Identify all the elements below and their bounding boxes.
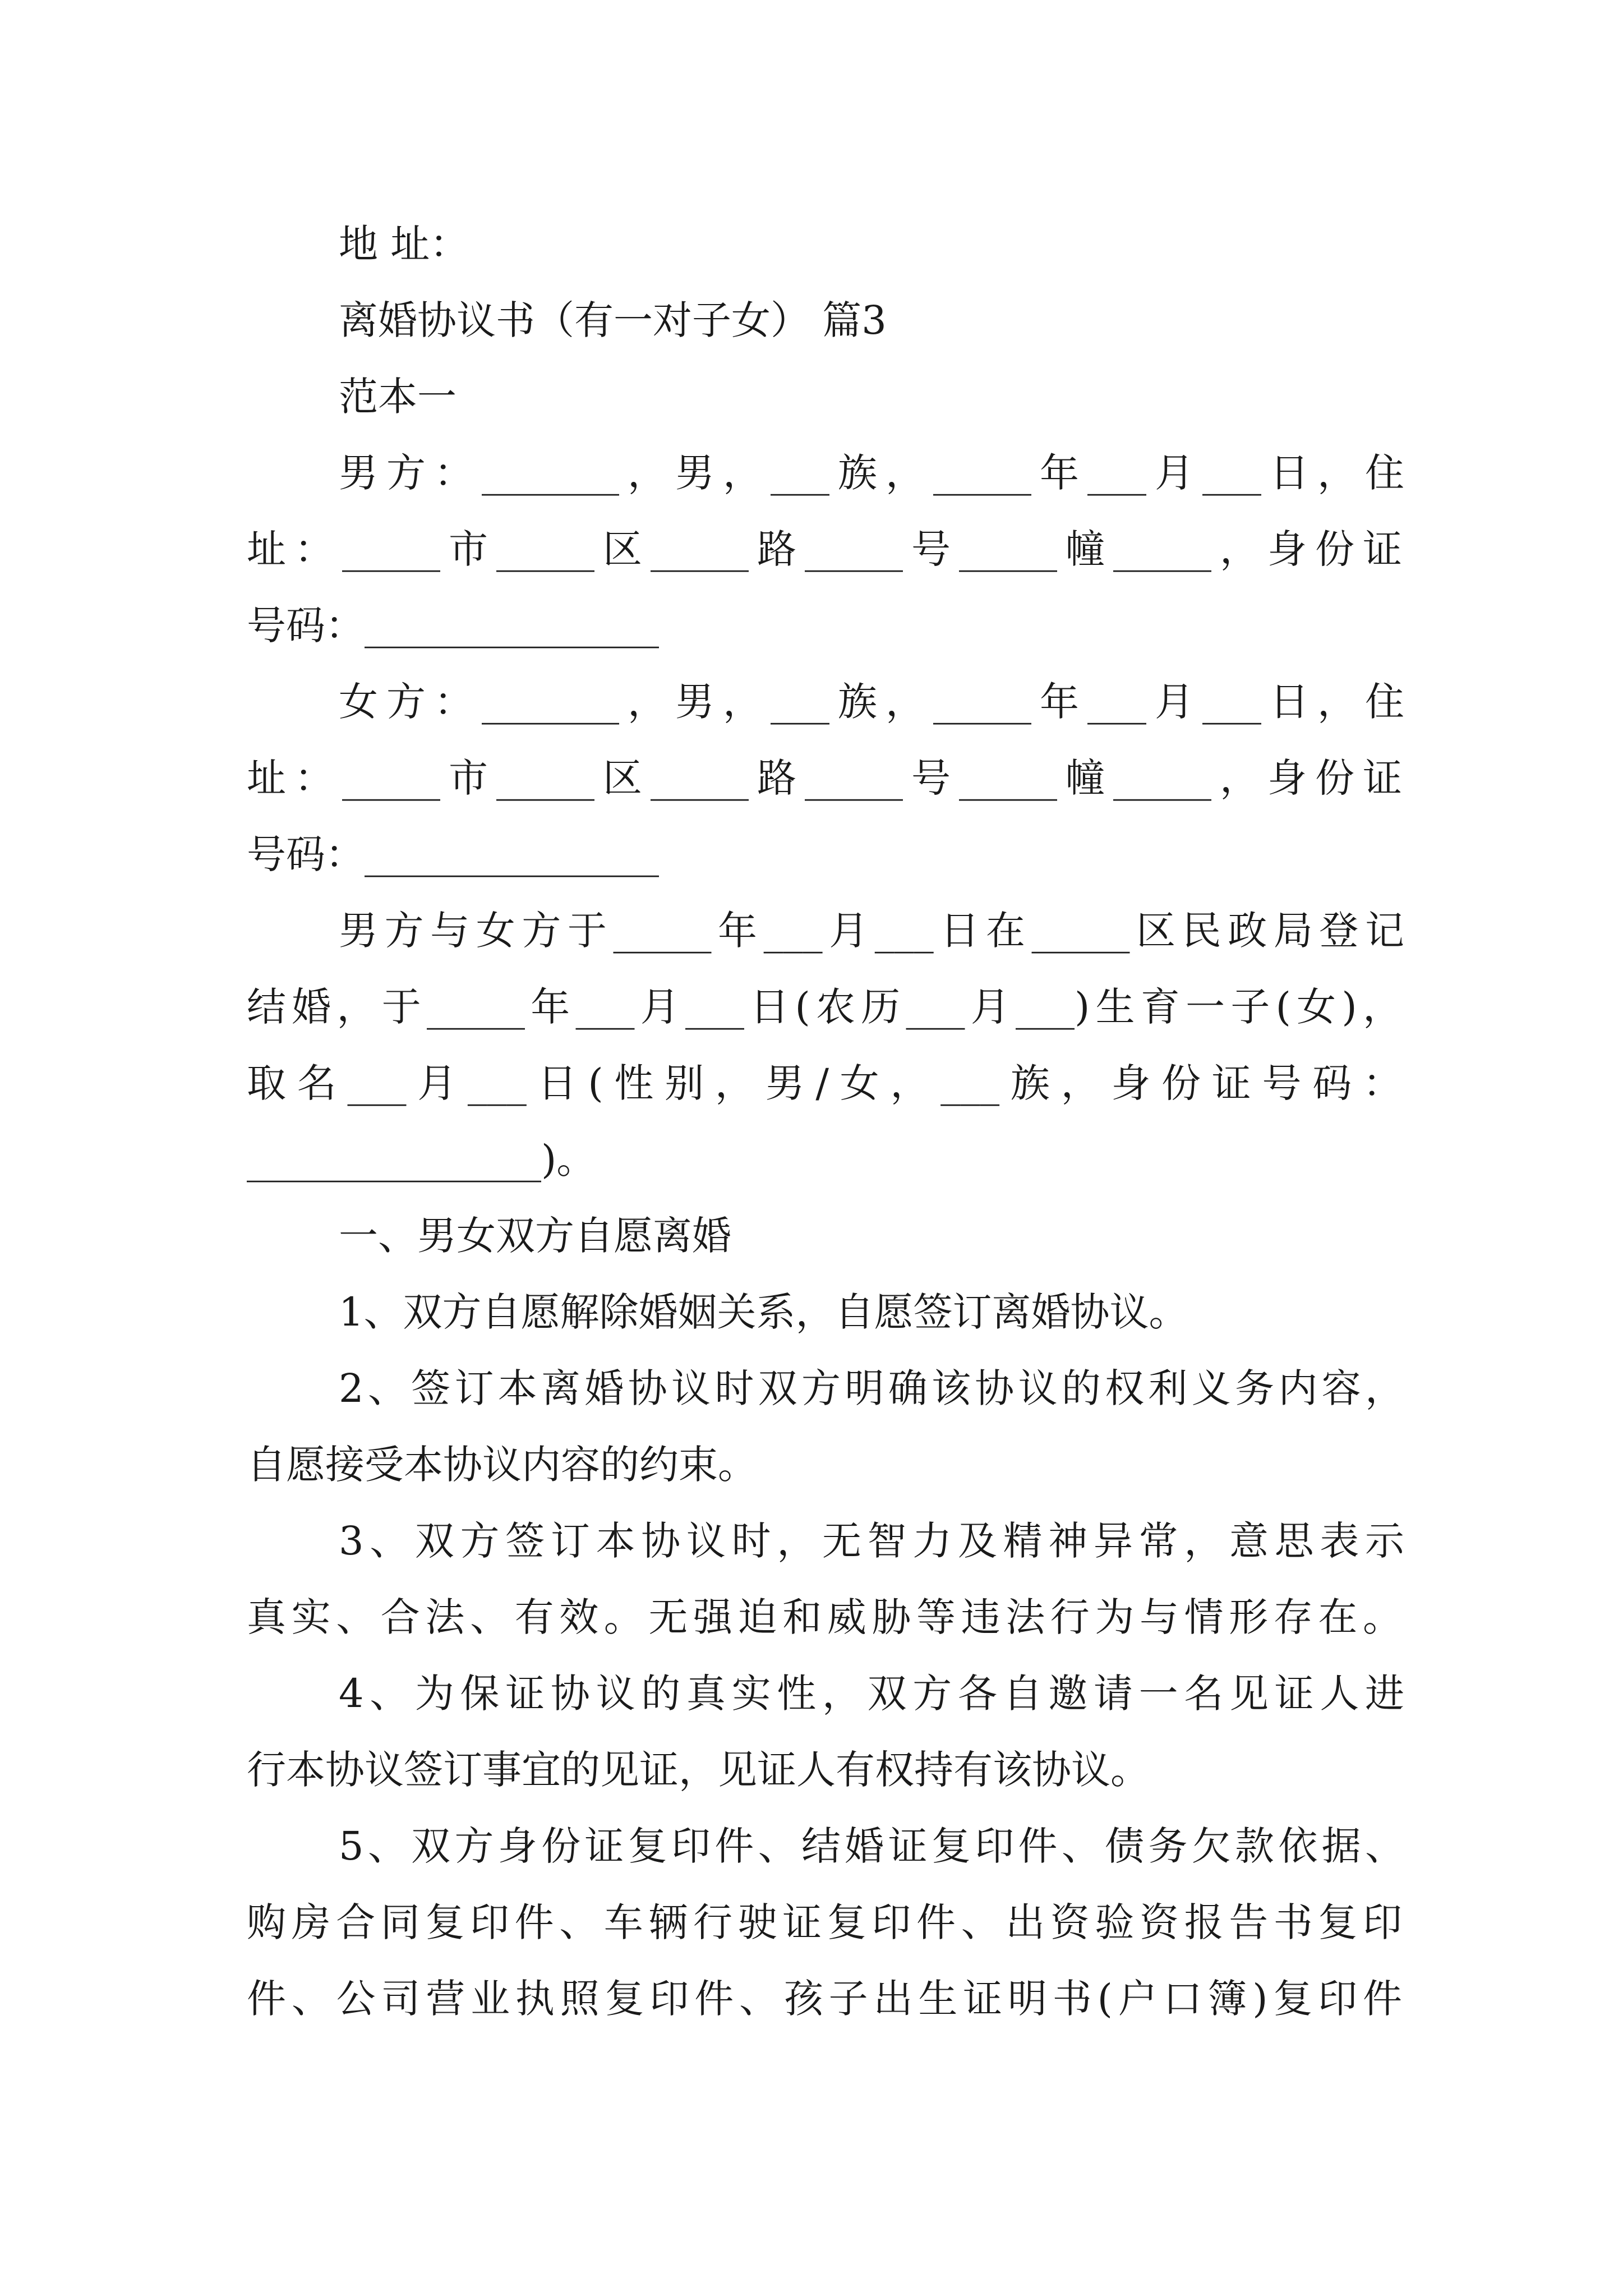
- clause-4-line-2: 行本协议签订事宜的见证，见证人有权持有该协议。: [247, 1747, 1150, 1793]
- clause-2-line-2: 自愿接受本协议内容的约束。: [247, 1442, 757, 1488]
- template-heading: 范本一: [339, 374, 457, 420]
- male-party-line-3: 号码：_______________: [247, 602, 659, 648]
- male-party-line-1: 男方：_______，男，___族，_____年___月___日，住: [339, 450, 1404, 496]
- female-party-line-1: 女方：_______，男，___族，_____年___月___日，住: [339, 679, 1404, 725]
- male-party-line-2: 址：_____市_____区_____路_____号_____幢_____，身份证: [247, 526, 1402, 572]
- marriage-paragraph-line-2: 结婚，于_____年___月___日(农历___月___)生育一子(女)，: [247, 984, 1402, 1030]
- clause-3-line-1: 3、双方签订本协议时，无智力及精神异常，意思表示: [339, 1518, 1404, 1564]
- female-party-line-3: 号码：_______________: [247, 831, 659, 877]
- marriage-paragraph-line-1: 男方与女方于_____年___月___日在_____区民政局登记: [339, 908, 1404, 954]
- clause-2-line-1: 2、签订本离婚协议时双方明确该协议的权利义务内容，: [339, 1365, 1404, 1411]
- female-party-line-2: 址：_____市_____区_____路_____号_____幢_____，身份证: [247, 755, 1402, 801]
- clause-4-line-1: 4、为保证协议的真实性，双方各自邀请一名见证人进: [339, 1671, 1404, 1717]
- marriage-paragraph-line-3: 取名___月___日(性别，男/女，___族，身份证号码：: [247, 1060, 1402, 1106]
- marriage-paragraph-line-4: _______________)。: [247, 1137, 596, 1182]
- address-label: 地 址：: [339, 221, 469, 267]
- clause-5-line-2: 购房合同复印件、车辆行驶证复印件、出资验资报告书复印: [247, 1899, 1402, 1945]
- clause-3-line-2: 真实、合法、有效。无强迫和威胁等违法行为与情形存在。: [247, 1594, 1402, 1640]
- clause-5-line-1: 5、双方身份证复印件、结婚证复印件、债务欠款依据、: [339, 1823, 1404, 1869]
- clause-1: 1、双方自愿解除婚姻关系，自愿签订离婚协议。: [339, 1289, 1188, 1335]
- article-heading: 一、男女双方自愿离婚: [339, 1213, 731, 1259]
- clause-5-line-3: 件、公司营业执照复印件、孩子出生证明书(户口簿)复印件: [247, 1976, 1402, 2022]
- section-title: 离婚协议书（有一对子女） 篇3: [339, 297, 887, 343]
